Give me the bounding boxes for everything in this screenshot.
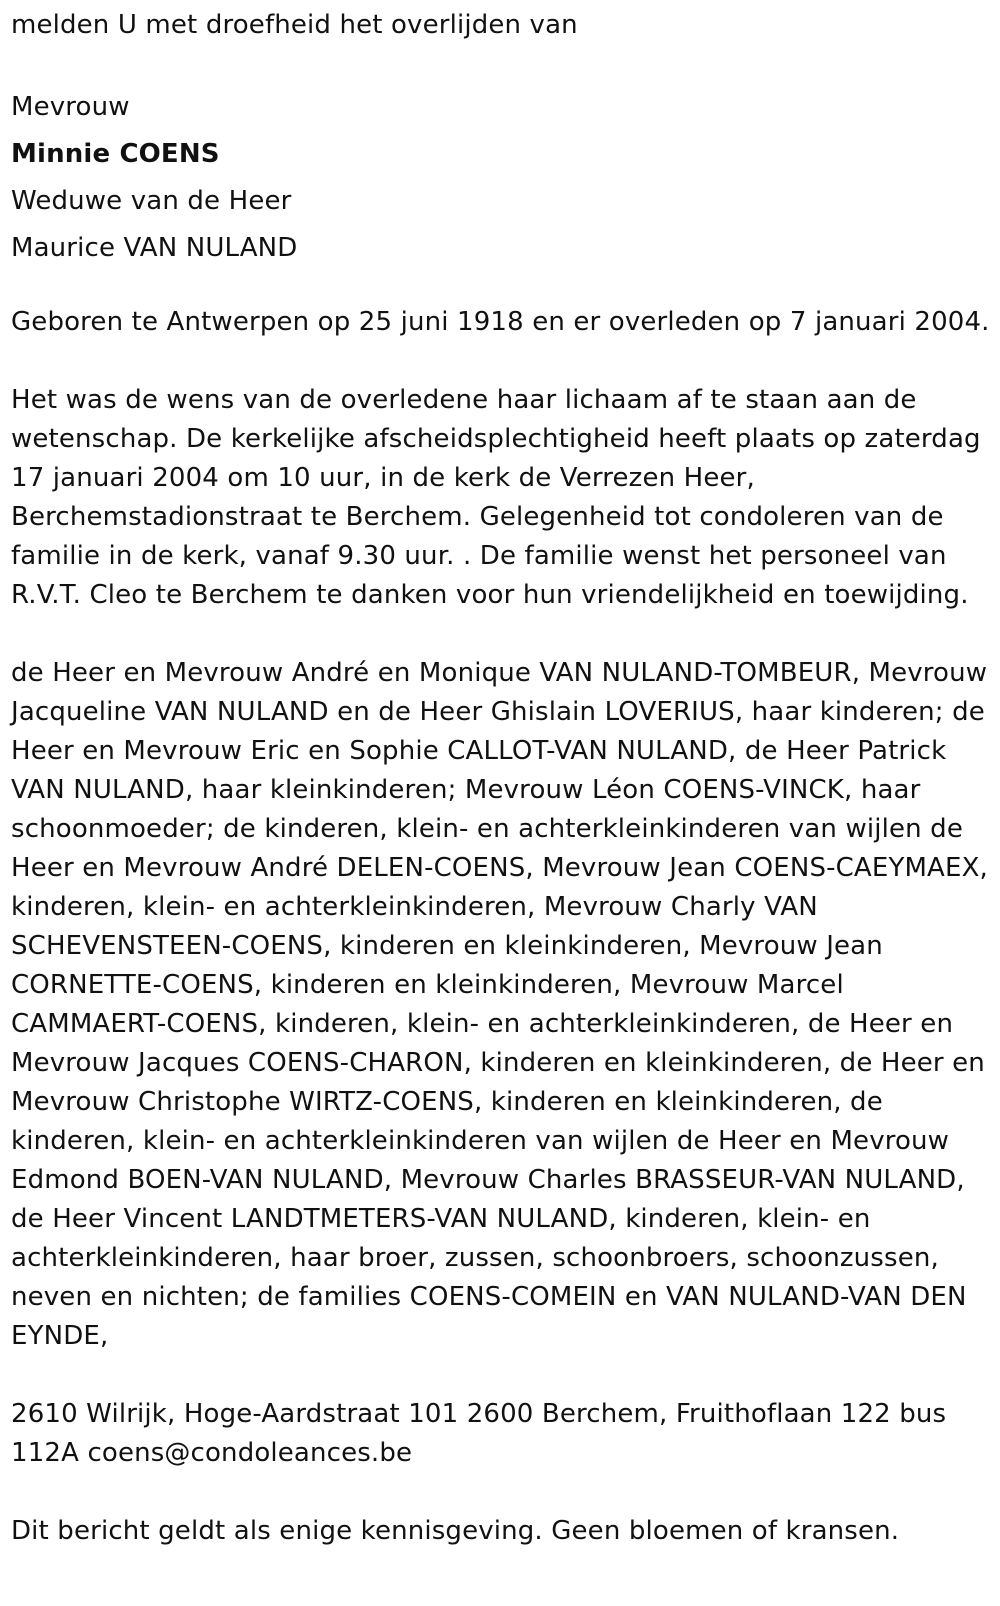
title-prefix: Mevrouw <box>11 92 130 122</box>
wishes-paragraph: Het was de wens van de overledene haar lichaam af te staan aan de wetenschap. De kerkelijke afscheidsplechtigheid heeft plaats op zaterdag 17 januari 2004 om 10 uur, in de kerk de Verrezen Heer, Berchemstadionstraat te Berchem. Gelegenheid tot condoleren van de familie in de kerk, vanaf 9.30 uur. . De familie wenst het personeel van R.V.T. Cleo te Berchem te danken voor hun vriendelijkheid en toewijding. <box>11 385 981 610</box>
address-text: 2610 Wilrijk, Hoge-Aardstraat 101 2600 Berchem, Fruithoflaan 122 bus 112A <box>11 1399 947 1468</box>
intro-text: melden U met droefheid het overlijden van <box>11 10 578 40</box>
email-text: coens@condoleances.be <box>87 1438 413 1468</box>
widow-line-1: Weduwe van de Heer <box>11 186 292 216</box>
closing-text: Dit bericht geldt als enige kennisgeving. Geen bloemen of kransen. <box>11 1516 900 1546</box>
family-paragraph: de Heer en Mevrouw André en Monique VAN NULAND-TOMBEUR, Mevrouw Jacqueline VAN NULAND en de Heer Ghislain LOVERIUS, haar kinderen; de Heer en Mevrouw Eric en Sophie CALLOT-VAN NULAND, de Heer Patrick VAN NULAND, haar kleinkinderen; Mevrouw Léon COENS-VINCK, haar schoonmoeder; de kinderen, klein- en achterkleinkinderen van wijlen de Heer en Mevrouw André DELEN-COENS, Mevrouw Jean COENS-CAEYMAEX, kinderen, klein- en achterkleinkinderen, Mevrouw Charly VAN SCHEVENSTEEN-COENS, kinderen en kleinkinderen, Mevrouw Jean CORNETTE-COENS, kinderen en kleinkinderen, Mevrouw Marcel CAMMAERT-COENS, kinderen, klein- en achterkleinkinderen, de Heer en Mevrouw Jacques COENS-CHARON, kinderen en kleinkinderen, de Heer en Mevrouw Christophe WIRTZ-COENS, kinderen en kleinkinderen, de kinderen, klein- en achterkleinkinderen van wijlen de Heer en Mevrouw Edmond BOEN-VAN NULAND, Mevrouw Charles BRASSEUR-VAN NULAND, de Heer Vincent LANDTMETERS-VAN NULAND, kinderen, klein- en achterkleinkinderen, haar broer, zussen, schoonbroers, schoonzussen, neven en nichten; de families COENS-COMEIN en VAN NULAND-VAN DEN EYNDE, <box>11 658 988 1351</box>
widow-line-2: Maurice VAN NULAND <box>11 233 298 263</box>
birth-death-text: Geboren te Antwerpen op 25 juni 1918 en er overleden op 7 januari 2004. <box>11 307 990 337</box>
deceased-name: Minnie COENS <box>11 139 220 169</box>
contact-paragraph <box>11 1395 990 1473</box>
